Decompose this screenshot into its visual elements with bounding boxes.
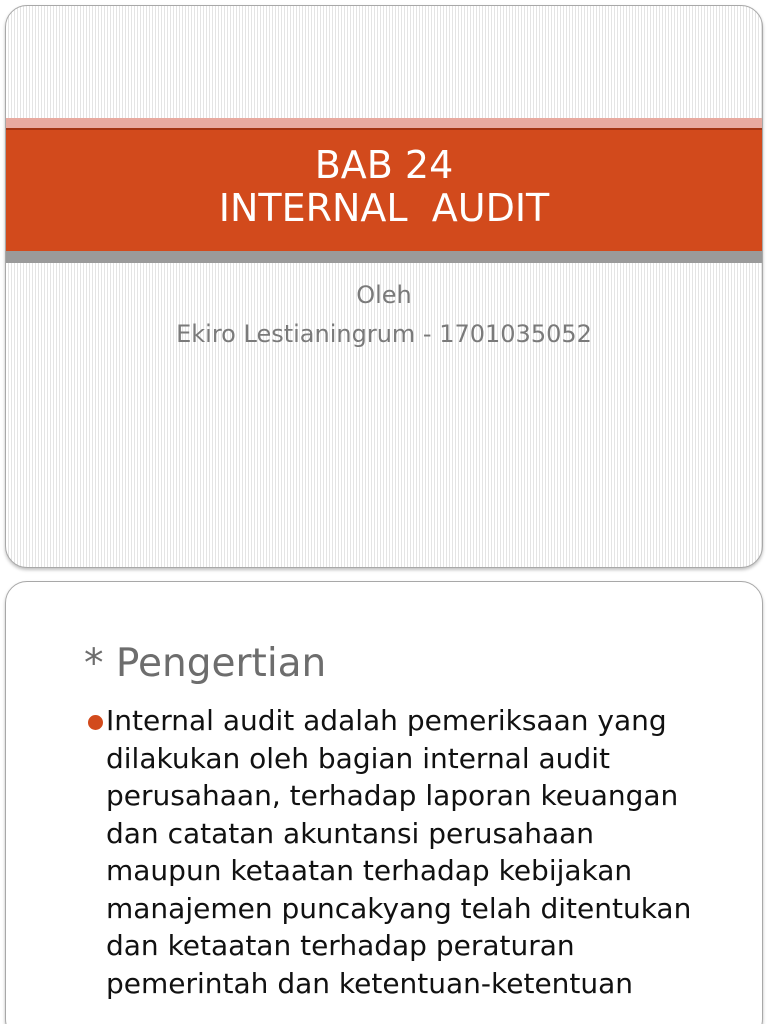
content-slide [5,581,763,1024]
pink-accent-stripe [6,118,762,128]
bullet-text: Internal audit adalah pemeriksaan yang dilakukan oleh bagian internal audit perusahaan, terhadap laporan keuangan dan catatan akuntansi perusahaan maupun ketaatan terhadap kebijakan manajemen puncakyang telah ditentukan dan ketaatan terhadap peraturan pemerintah dan ketentuan-ketentuan [106,704,692,1000]
subtitle-line-1: Oleh [356,281,412,309]
title-slide [5,5,763,568]
slide-heading: * Pengertian [84,641,327,686]
slide-subtitle [6,276,762,354]
bullet-list [86,702,706,1002]
subtitle-line-2: Ekiro Lestianingrum - 1701035052 [176,320,592,348]
gray-accent-stripe [6,251,762,263]
slide-title [6,130,762,230]
title-line-1: BAB 24 [314,143,454,187]
bullet-dot-icon [88,715,103,730]
title-band [6,128,762,251]
list-item [86,702,706,1002]
title-line-2: INTERNAL AUDIT [218,186,550,230]
